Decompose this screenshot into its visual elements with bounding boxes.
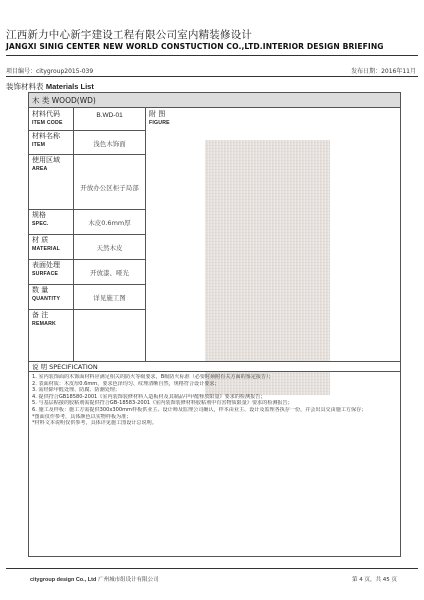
- figure-label: [146, 108, 226, 130]
- item-name-label: [29, 130, 73, 154]
- spec-line: 4. 提供符合GB18580-2001《室内装饰装修材料人造板材及其制品中甲醛释放限量》要求的检测报告；: [32, 393, 266, 400]
- material-label: [29, 234, 73, 258]
- surface-label-en: SURFACE: [32, 271, 59, 277]
- page-number: 第 4 页，共 45 页: [352, 577, 397, 583]
- surface-label-cn: 表面处理: [32, 261, 60, 269]
- remark-label: [29, 309, 73, 333]
- item-code-label-en: ITEM CODE: [32, 120, 63, 126]
- spec-label-en: SPEC.: [32, 221, 49, 227]
- meta-rule: [6, 76, 418, 77]
- materials-list-title-en: Materials List: [45, 82, 94, 91]
- item-name-label-cn: 材料名称: [32, 132, 60, 140]
- issue-date: 发布日期：2016年11月: [351, 68, 416, 75]
- spec-label-cn: 规格: [32, 211, 46, 219]
- item-name-label-en: ITEM: [32, 142, 46, 148]
- area-label: [29, 154, 73, 208]
- figure-label-en: FIGURE: [149, 120, 170, 126]
- quantity-value: 详见施工图: [93, 294, 126, 302]
- material-label-en: MATERIAL: [32, 246, 61, 252]
- figure-label-cn: 附 图: [149, 110, 166, 118]
- remark-label-en: REMARK: [32, 321, 56, 327]
- material-label-cn: 材 质: [32, 236, 49, 244]
- material-table: [28, 92, 401, 557]
- spec-line: 1. 室内装饰面的木饰面材料应满足相关的防火等级要求，B级防火标准（必要时须附有关方面的鉴定报告）；: [32, 374, 274, 380]
- specification-title: 说 明 SPECIFICATION: [29, 362, 400, 372]
- quantity-label-en: QUANTITY: [32, 296, 61, 302]
- footer-company-cn: 广州城市组设计有限公司: [98, 577, 159, 583]
- document-title-cn: 江西新力中心新宇建设工程有限公司室内精装修设计: [6, 29, 253, 41]
- area-label-en: AREA: [32, 166, 48, 172]
- project-number: 项目编号：citygroup2015-039: [6, 68, 94, 75]
- specification-text: [32, 374, 398, 427]
- area-label-cn: 使用区域: [32, 156, 60, 164]
- remark-label-cn: 备 注: [32, 311, 49, 319]
- quantity-label-cn: 数 量: [32, 286, 49, 294]
- spec-line: *图面仅作参考，具体颜色以实物样板为准；: [32, 413, 132, 420]
- item-code-label: [29, 108, 73, 130]
- surface-label: [29, 259, 73, 283]
- item-code-label-cn: 材料代码: [32, 110, 60, 118]
- materials-list-title-cn: 装饰材料表: [6, 82, 44, 91]
- document-title-en: JANGXI SINIG CENTER NEW WORLD CONSTUCTION CO.,LTD.INTERIOR DESIGN BRIEFING: [6, 42, 384, 51]
- spec-line: 3. 需经除甲醛处理、防腐、防潮处理；: [32, 387, 120, 394]
- quantity-label: [29, 284, 73, 308]
- footer-company-en: citygroup design Co., Ltd: [30, 577, 97, 583]
- spec-line: *材料文本说明仅供参考，具体详见施工图设计总说明。: [32, 420, 157, 427]
- item-name-value: 浅色木饰面: [93, 140, 126, 148]
- spec-label: [29, 209, 73, 233]
- grid-line: [145, 108, 146, 362]
- footer-rule: [6, 568, 418, 569]
- material-value: 天然木皮: [96, 244, 123, 252]
- section-title: 木 类 WOOD(WD): [29, 93, 400, 108]
- area-value: 开放办公区柜子局部: [80, 184, 139, 192]
- surface-value: 开放漆、哑光: [90, 269, 129, 277]
- header-rule: [6, 55, 418, 56]
- spec-value: 木皮0.6mm厚: [88, 219, 131, 227]
- spec-line: 6. 施工及样板：施工方需提供300x300mm样板供业主、设计师及监理公司确认，样本由业主、设计及监理各执存一份，并会出具交由施工方保存；: [32, 406, 367, 413]
- materials-list-title: [6, 81, 94, 92]
- spec-line: 2. 表面材质：木皮厚0.6mm，要求色泽均匀、纹理清晰自然，规格符合设计要求；: [32, 380, 220, 387]
- item-code-value: B.WD-01: [96, 112, 123, 119]
- material-swatch-image: [205, 140, 330, 395]
- spec-line: 5. 与基层粘接的胶粘剂需提供符合GB-18583-2001《室内装饰装修材料胶粘剂中有害物质限量》要求的检测报告；: [32, 400, 293, 407]
- footer-company: [30, 575, 159, 583]
